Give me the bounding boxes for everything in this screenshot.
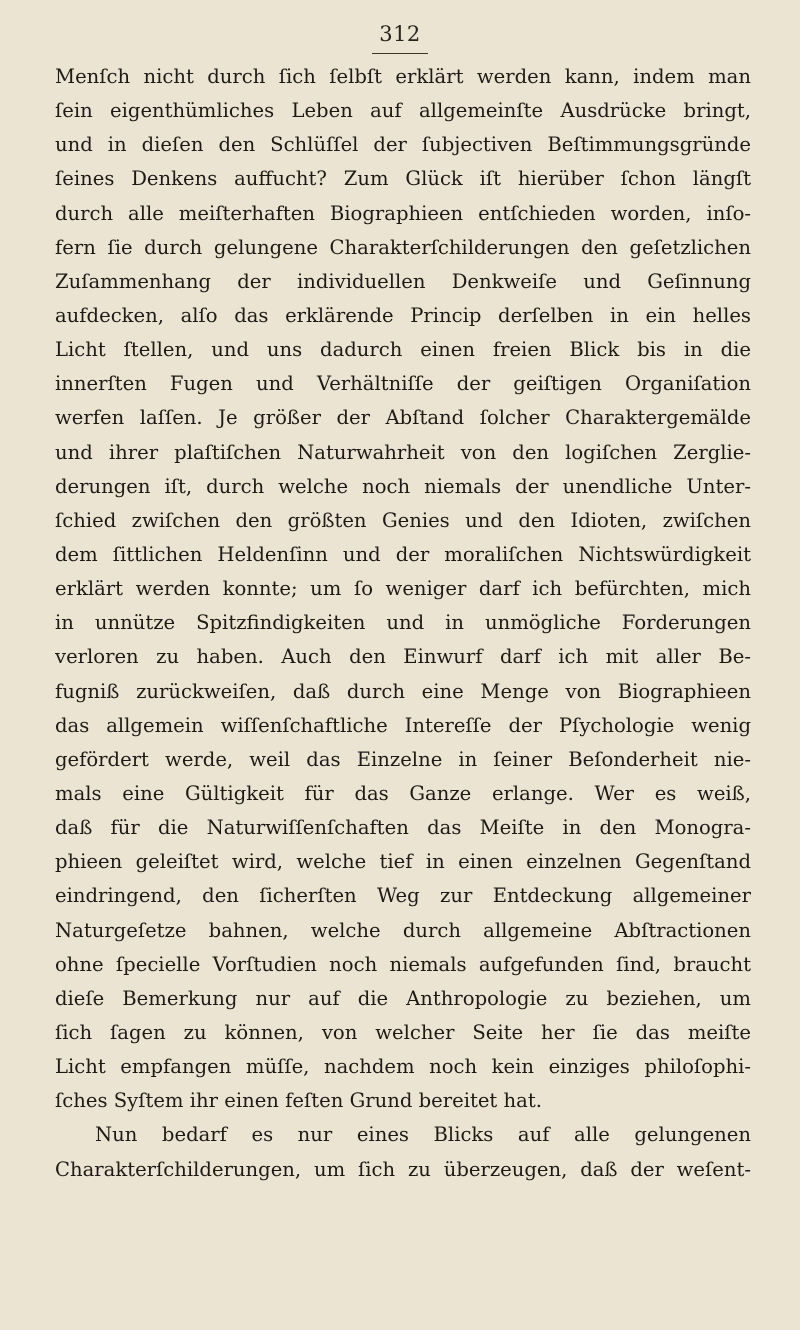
text-line: fugniß zurückweiſen, daß durch eine Menge von Biographieen (55, 679, 751, 703)
text-line: Charakterſchilderungen, um ſich zu überzeugen, daß der weſent- (55, 1157, 751, 1181)
text-line: derungen iſt, durch welche noch niemals der unendliche Unter- (55, 474, 751, 498)
text-line: ſeines Denkens auffucht? Zum Glück iſt hierüber ſchon längſt (55, 167, 751, 191)
text-line: verloren zu haben. Auch den Einwurf darf ich mit aller Be- (55, 645, 751, 669)
text-line: mals eine Gültigkeit für das Ganze erlange. Wer es weiß, (55, 781, 751, 805)
text-line: dieſe Bemerkung nur auf die Anthropologie zu beziehen, um (55, 986, 751, 1010)
page-number: 312 (379, 22, 421, 46)
text-line: innerſten Fugen und Verhältniſſe der geiſtigen Organiſation (55, 372, 751, 396)
text-line: Naturgeſetze bahnen, welche durch allgemeine Abſtractionen (55, 918, 751, 942)
text-line: fern ſie durch gelungene Charakterſchilderungen den geſetzlichen (55, 235, 751, 259)
body-text (55, 60, 751, 1187)
text-line: erklärt werden konnte; um ſo weniger darf ich befürchten, mich (55, 577, 751, 601)
text-line: eindringend, den ſicherſten Weg zur Entdeckung allgemeiner (55, 884, 751, 908)
text-line: dem ſittlichen Heldenſinn und der moraliſchen Nichtswürdigkeit (55, 542, 751, 566)
text-line: daß für die Naturwiſſenſchaften das Meiſte in den Monogra- (55, 816, 751, 840)
text-line: ohne ſpecielle Vorſtudien noch niemals aufgefunden ſind, braucht (55, 952, 751, 976)
text-line: in unnütze Spitzfindigkeiten und in unmögliche Forderungen (55, 611, 751, 635)
paragraph-end-line: ſches Syſtem ihr einen feſten Grund bereitet hat. (55, 1089, 542, 1113)
text-line: Licht empfangen müſſe, nachdem noch kein einziges philoſophi- (55, 1055, 751, 1079)
text-line: ſich ſagen zu können, von welcher Seite her ſie das meiſte (55, 1020, 751, 1044)
text-line: das allgemein wiſſenſchaftliche Intereſſe der Pſychologie wenig (55, 713, 751, 737)
text-line: und in dieſen den Schlüſſel der ſubjectiven Beſtimmungsgründe (55, 133, 751, 157)
text-line: Menſch nicht durch ſich ſelbſt erklärt werden kann, indem man (55, 65, 751, 88)
text-line: phieen geleiſtet wird, welche tief in einen einzelnen Gegenſtand (55, 850, 751, 874)
text-line: werfen laſſen. Je größer der Abſtand ſolcher Charaktergemälde (55, 406, 751, 430)
text-line: und ihrer plaſtiſchen Naturwahrheit von den logiſchen Zerglie- (55, 440, 751, 464)
text-line: Zuſammenhang der individuellen Denkweiſe und Geſinnung (55, 269, 751, 293)
text-line: ſchied zwiſchen den größten Genies und den Idioten, zwiſchen (55, 508, 751, 532)
text-line: gefördert werde, weil das Einzelne in ſeiner Beſonderheit nie- (55, 747, 751, 771)
text-line: Licht ſtellen, und uns dadurch einen freien Blick bis in die (55, 338, 751, 362)
text-line: aufdecken, alſo das erklärende Princip derſelben in ein helles (55, 303, 751, 327)
text-line: durch alle meiſterhaften Biographieen entſchieden worden, inſo- (55, 201, 751, 225)
paragraph-start-line: Nun bedarf es nur eines Blicks auf alle gelungenen (95, 1123, 751, 1147)
text-line: ſein eigenthümliches Leben auf allgemeinſte Ausdrücke bringt, (55, 99, 751, 123)
page-number-rule (372, 53, 428, 54)
